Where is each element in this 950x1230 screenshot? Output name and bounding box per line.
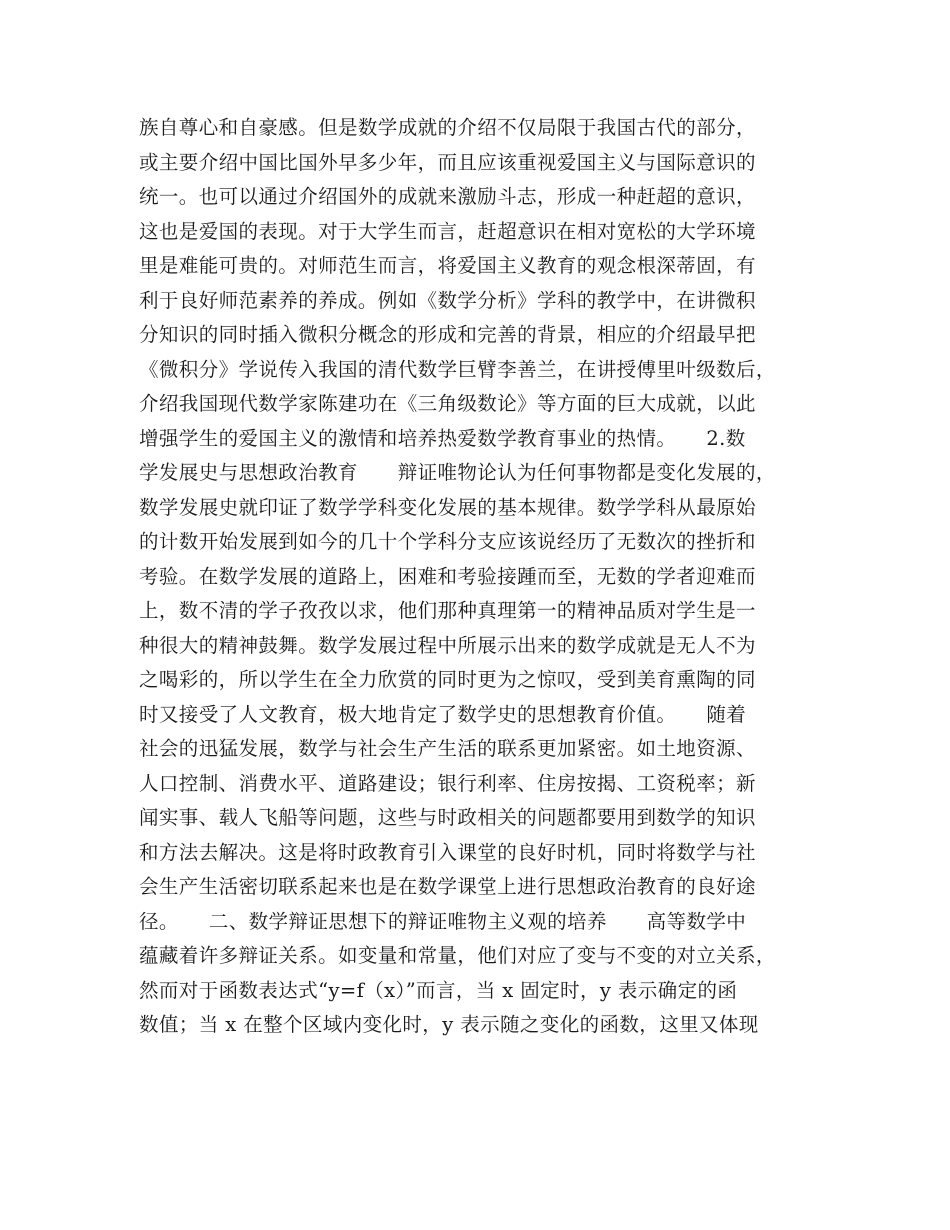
text-line: 数学发展史就印证了数学学科变化发展的基本规律。数学学科从最原始 xyxy=(139,495,756,519)
text-line: 时又接受了人文教育，极大地肯定了数学史的思想教育价值。 随着 xyxy=(139,702,747,726)
text-line: 上，数不清的学子孜孜以求，他们那种真理第一的精神品质对学生是一 xyxy=(139,599,756,622)
text-line: 然而对于函数表达式“y=f（x）”而言，当 x 固定时，y 表示确定的函 xyxy=(139,978,738,1002)
text-line: 利于良好师范素养的养成。例如《数学分析》学科的教学中，在讲微积 xyxy=(139,288,756,312)
text-line: 《微积分》学说传入我国的清代数学巨臂李善兰，在讲授傅里叶级数后， xyxy=(139,357,776,381)
text-line: 这也是爱国的表现。对于大学生而言，赶超意识在相对宽松的大学环境 xyxy=(139,219,756,243)
text-line: 之喝彩的，所以学生在全力欣赏的同时更为之惊叹，受到美育熏陶的同 xyxy=(139,668,756,691)
text-line: 的计数开始发展到如今的几十个学科分支应该说经历了无数次的挫折和 xyxy=(139,530,756,553)
text-line: 蕴藏着许多辩证关系。如变量和常量，他们对应了变与不变的对立关系， xyxy=(139,944,776,967)
text-line: 增强学生的爱国主义的激情和培养热爱数学教育事业的热情。 2.数 xyxy=(139,426,746,450)
text-line: 里是难能可贵的。对师范生而言，将爱国主义教育的观念根深蒂固，有 xyxy=(139,254,756,277)
text-line: 介绍我国现代数学家陈建功在《三角级数论》等方面的巨大成就，以此 xyxy=(139,392,756,415)
text-line: 学发展史与思想政治教育 辩证唯物论认为任何事物都是变化发展的， xyxy=(139,461,776,484)
text-line: 人口控制、消费水平、道路建设；银行利率、住房按揭、工资税率；新 xyxy=(139,771,756,795)
text-line: 数值；当 x 在整个区域内变化时，y 表示随之变化的函数，这里又体现 xyxy=(139,1013,759,1036)
text-line: 族自尊心和自豪感。但是数学成就的介绍不仅局限于我国古代的部分， xyxy=(139,116,756,139)
text-line: 种很大的精神鼓舞。数学发展过程中所展示出来的数学成就是无人不为 xyxy=(139,633,756,657)
text-line: 社会的迅猛发展，数学与社会生产生活的联系更加紧密。如土地资源、 xyxy=(139,737,756,760)
text-line: 考验。在数学发展的道路上，困难和考验接踵而至，无数的学者迎难而 xyxy=(139,564,756,588)
text-line: 分知识的同时插入微积分概念的形成和完善的背景，相应的介绍最早把 xyxy=(139,323,756,346)
body-text xyxy=(139,111,819,1043)
text-line: 或主要介绍中国比国外早多少年，而且应该重视爱国主义与国际意识的 xyxy=(139,150,756,174)
text-line: 闻实事、载人飞船等问题，这些与时政相关的问题都要用到数学的知识 xyxy=(139,806,756,829)
text-line: 会生产生活密切联系起来也是在数学课堂上进行思想政治教育的良好途 xyxy=(139,875,756,898)
text-line: 统一。也可以通过介绍国外的成就来激励斗志，形成一种赶超的意识， xyxy=(139,185,756,208)
text-line: 和方法去解决。这是将时政教育引入课堂的良好时机，同时将数学与社 xyxy=(139,840,756,864)
text-line: 径。 二、数学辩证思想下的辩证唯物主义观的培养 高等数学中 xyxy=(139,909,747,933)
